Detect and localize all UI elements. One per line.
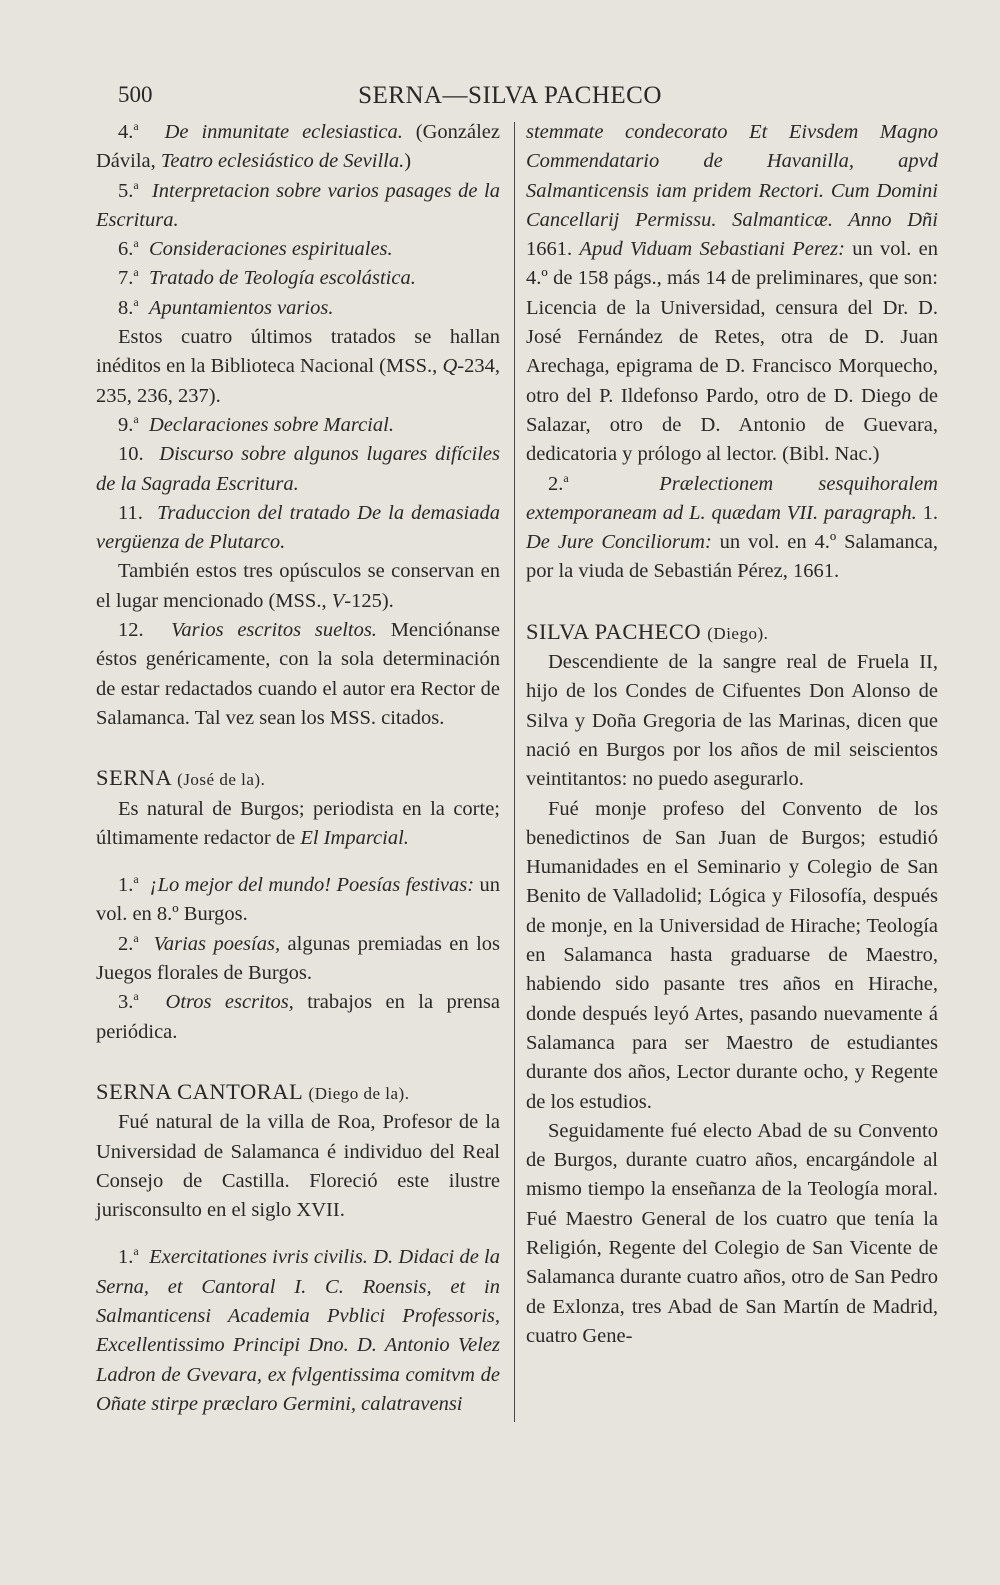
- continued-entry: stemmate condecorato Et Eivsdem Magno Commendatario de Havanilla, apvd Salmanticensis iam pridem Rectori. Cum Domini Cancellarij Permissu. Salmanticæ. Anno Dñi 1661. Apud Viduam Sebastiani Perez: un vol. en 4.º de 158 págs., más 14 de preliminares, que son: Licencia de la Universidad, censura del Dr. D. José Fernández de Retes, otra de D. Juan Arechaga, epigrama de D. Francisco Morquecho, otro del P. Ildefonso Pardo, otro de D. Diego de Salazar, otro de D. Antonio de Guevara, dedicatoria y prólogo al lector. (Bibl. Nac.): [526, 121, 939, 466]
- page-number: 500: [118, 82, 153, 107]
- entry-heading: SILVA PACHECO (Diego).: [526, 618, 769, 644]
- left-column: [96, 118, 500, 1419]
- work-entry-10: 10. Discurso sobre algunos lugares difíciles de la Sagrada Escritura.: [96, 443, 500, 495]
- work-entry-4: 4.$^a$ De inmunitate eclesiastica. (González Dávila, Teatro eclesiástico de Sevilla.): [96, 119, 500, 173]
- work-entry-7: 7.$^a$ Tratado de Teología escolástica.: [118, 265, 416, 290]
- work-entry-2: 2.$^a$ Varias poesías, algunas premiadas en los Juegos florales de Burgos.: [96, 930, 501, 985]
- biography-paragraph: Fué monje profeso del Convento de los benedictinos de San Juan de Burgos; estudió Humanidades en el Seminario y Colegio de San Benito de Valladolid; Lógica y Filosofía, después de monje, en la Universidad de Hirache; Teología en Salamanca hasta graduarse de Maestro, habiendo sido pasante tres años en Hirache, donde después leyó Artes, pasando nuevamente á Salamanca para ser Maestro de estudiantes durante dos años, Lector durante ocho, y Regente de los estudios.: [526, 797, 938, 1113]
- entry-heading: SERNA (José de la).: [96, 765, 266, 791]
- biography-paragraph: Descendiente de la sangre real de Fruela II, hijo de los Condes de Cifuentes Don Alonso de Silva y Doña Gregoria de las Marinas, dicen que nació en Burgos por los años de mil seiscientos veintitantos: no puedo asegurarlo.: [526, 651, 938, 791]
- work-entry-3: 3.$^a$ Otros escritos, trabajos en la prensa periódica.: [96, 989, 501, 1043]
- right-column: [526, 118, 938, 1351]
- column-divider: [514, 122, 515, 1422]
- biography-paragraph: Fué natural de la villa de Roa, Profesor de la Universidad de Salamanca é individuo del Real Consejo de Castilla. Floreció este ilustre jurisconsulto en el siglo XVII.: [96, 1111, 500, 1222]
- note-paragraph: También estos tres opúsculos se conservan en el lugar mencionado (MSS., V-125).: [96, 560, 500, 612]
- entry-heading: SERNA CANTORAL (Diego de la).: [96, 1078, 410, 1104]
- work-entry-11: 11. Traduccion del tratado De la demasiada vergüenza de Plutarco.: [96, 501, 501, 554]
- work-entry-2: 2.$^a$ Prælectionem sesquihoralem extemporaneam ad L. quædam VII. paragraph. 1. De Jure Conciliorum: un vol. en 4.º Salamanca, por la viuda de Sebastián Pérez, 1661.: [526, 470, 938, 583]
- work-entry-9: 9.$^a$ Declaraciones sobre Marcial.: [118, 412, 394, 436]
- work-entry-1: 1.$^a$ Exercitationes ivris civilis. D. Didaci de la Serna, et Cantoral I. C. Roensis, et in Salmanticensi Academia Pvblici Professoris, Excellentissimo Principi Dno. D. Antonio Velez Ladron de Gvevara, ex fvlgentissima comitvm de Oñate stirpe præclaro Germini, calatravensi: [96, 1244, 500, 1415]
- work-entry-12: 12. Varios escritos sueltos. Menciónanse éstos genéricamente, con la sola determinación de estar redactados cuando el autor era Rector de Salamanca. Tal vez sean los MSS. citados.: [96, 619, 500, 729]
- biography-paragraph: Seguidamente fué electo Abad de su Convento de Burgos, durante cuatro años, encargándole al mismo tiempo la enseñanza de la Teología moral. Fué Maestro General de los cuatro que tenía la Religión, Regente del Colegio de San Vicente de Salamanca durante cuatro años, otro de San Pedro de Exlonza, tres Abad de San Martín de Madrid, cuatro Gene-: [526, 1119, 938, 1347]
- work-entry-6: 6.$^a$ Consideraciones espirituales.: [118, 236, 393, 261]
- note-paragraph: Estos cuatro últimos tratados se hallan inéditos en la Biblioteca Nacional (MSS., Q-234, 235, 236, 237).: [96, 326, 500, 407]
- running-head: SERNA—SILVA PACHECO: [358, 82, 662, 109]
- work-entry-5: 5.$^a$ Interpretacion sobre varios pasages de la Escritura.: [96, 177, 500, 231]
- work-entry-1: 1.$^a$ ¡Lo mejor del mundo! Poesías festivas: un vol. en 8.º Burgos.: [96, 872, 500, 926]
- biography-paragraph: Es natural de Burgos; periodista en la corte; últimamente redactor de El Imparcial.: [96, 797, 500, 849]
- work-entry-8: 8.$^a$ Apuntamientos varios.: [118, 294, 334, 319]
